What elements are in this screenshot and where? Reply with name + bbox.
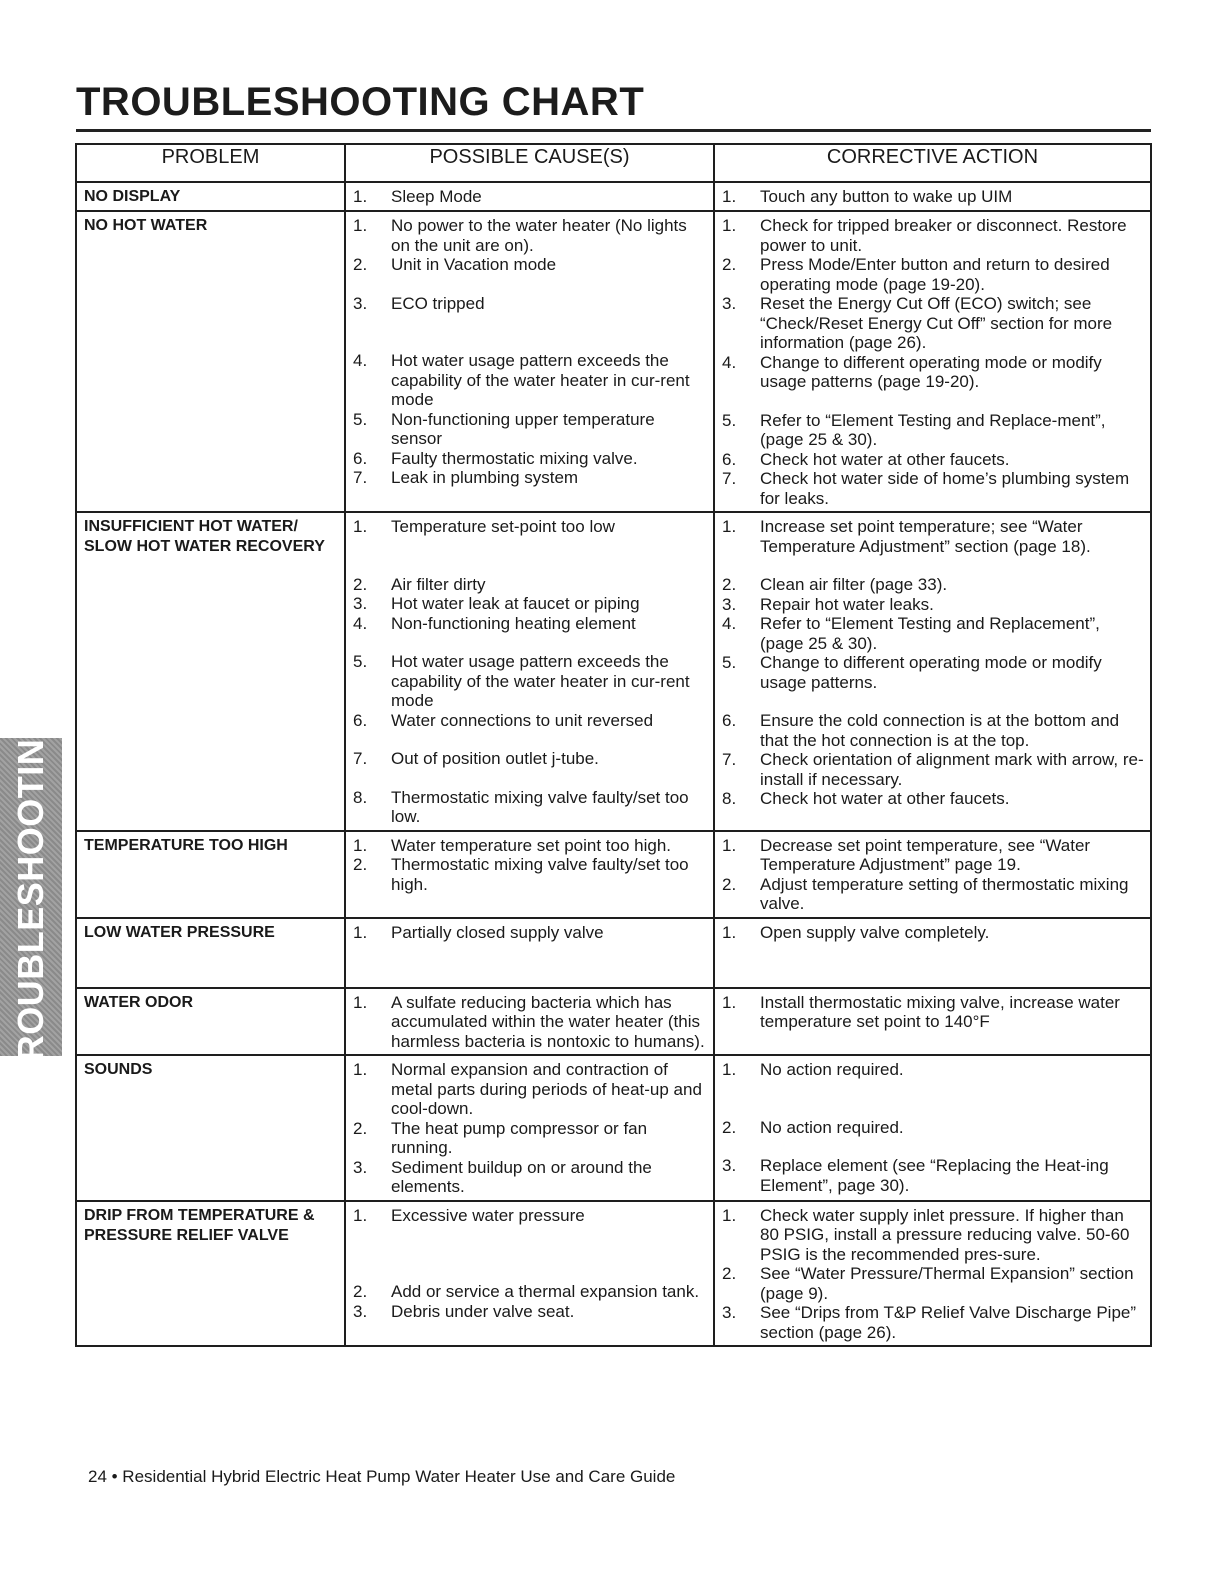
cause-item — [353, 923, 707, 943]
cause-number: 2. — [353, 855, 368, 874]
cause-text: Hot water usage pattern exceeds the capability of the water heater in cur-rent mode — [391, 351, 690, 409]
cause-item — [353, 1302, 707, 1322]
action-number: 3. — [722, 1303, 737, 1322]
action-item — [722, 517, 1144, 556]
cause-text: Faulty thermostatic mixing valve. — [391, 448, 638, 468]
table-row — [76, 1055, 1151, 1201]
title-rule — [76, 129, 1151, 132]
cause-item — [353, 749, 707, 769]
action-number: 1. — [722, 517, 737, 536]
cause-item — [353, 652, 707, 711]
problem-label: INSUFFICIENT HOT WATER/ — [84, 518, 298, 535]
action-text: Replace element (see “Replacing the Heat-ing Element”, page 30). — [760, 1156, 1109, 1195]
actions-cell — [714, 512, 1151, 831]
cause-number: 1. — [353, 992, 368, 1012]
action-item — [722, 575, 1144, 595]
cause-number: 3. — [353, 594, 368, 613]
cause-item — [353, 187, 707, 207]
cause-text: Leak in plumbing system — [391, 468, 579, 487]
action-number: 5. — [722, 653, 737, 672]
action-number: 2. — [722, 255, 737, 274]
causes-cell — [345, 831, 714, 918]
action-item — [722, 353, 1144, 392]
cause-number: 5. — [353, 652, 368, 671]
cause-item — [353, 351, 707, 410]
page-footer: 24 • Residential Hybrid Electric Heat Pump Water Heater Use and Care Guide — [88, 1467, 676, 1486]
problem-cell — [76, 831, 345, 918]
action-number: 6. — [722, 711, 737, 730]
cause-item — [353, 468, 707, 488]
table-row — [76, 918, 1151, 988]
action-item — [722, 750, 1144, 789]
cause-item — [353, 216, 707, 255]
action-text: Ensure the cold connection is at the bottom and that the hot connection is at the top. — [760, 711, 1120, 750]
header-corrective-action: CORRECTIVE ACTION — [714, 144, 1151, 182]
table-row — [76, 1201, 1151, 1347]
cause-item — [353, 255, 707, 275]
cause-text: The heat pump compressor or fan running. — [391, 1118, 648, 1157]
action-item — [722, 595, 1144, 615]
action-item — [722, 1118, 1144, 1138]
action-item — [722, 711, 1144, 750]
causes-cell — [345, 211, 714, 512]
action-number: 2. — [722, 1117, 737, 1137]
cause-item — [353, 1119, 707, 1158]
table-row — [76, 831, 1151, 918]
problem-label: SLOW HOT WATER RECOVERY — [84, 538, 325, 555]
cause-text: Add or service a thermal expansion tank. — [391, 1282, 700, 1301]
cause-number: 1. — [353, 922, 368, 942]
action-number: 1. — [722, 922, 737, 942]
action-number: 3. — [722, 294, 737, 313]
action-item — [722, 1303, 1144, 1342]
cause-number: 2. — [353, 574, 368, 594]
action-text: Decrease set point temperature, see “Water Temperature Adjustment” page 19. — [760, 835, 1091, 874]
action-item — [722, 1060, 1144, 1080]
action-number: 1. — [722, 1205, 737, 1225]
causes-cell — [345, 512, 714, 831]
action-text: Refer to “Element Testing and Replacement”, (page 25 & 30). — [760, 614, 1100, 653]
action-number: 4. — [722, 614, 737, 633]
cause-text: Non-functioning heating element — [391, 613, 636, 633]
action-text: No action required. — [760, 1060, 904, 1079]
cause-text: Normal expansion and contraction of metal parts during periods of heat-up and cool-down. — [391, 1060, 702, 1118]
actions-cell — [714, 988, 1151, 1056]
cause-text: Air filter dirty — [391, 574, 486, 594]
cause-number: 1. — [353, 216, 368, 235]
cause-text: No power to the water heater (No lights on the unit are on). — [391, 216, 687, 255]
actions-cell — [714, 918, 1151, 988]
action-item — [722, 255, 1144, 294]
cause-number: 4. — [353, 351, 368, 370]
action-text: Touch any button to wake up UIM — [760, 187, 1013, 206]
action-item — [722, 294, 1144, 353]
action-text: Increase set point temperature; see “Water Temperature Adjustment” section (page 18). — [760, 517, 1091, 556]
action-text: Repair hot water leaks. — [760, 594, 934, 614]
causes-cell — [345, 1055, 714, 1201]
cause-text: Debris under valve seat. — [391, 1301, 575, 1321]
cause-item — [353, 575, 707, 595]
action-item — [722, 789, 1144, 809]
cause-text: Unit in Vacation mode — [391, 255, 557, 274]
problem-label: WATER ODOR — [84, 993, 194, 1011]
action-text: Press Mode/Enter button and return to desired operating mode (page 19-20). — [760, 255, 1110, 294]
cause-text: Non-functioning upper temperature sensor — [391, 409, 655, 448]
action-number: 7. — [722, 750, 737, 769]
action-number: 3. — [722, 1156, 737, 1175]
action-text: Check water supply inlet pressure. If higher than 80 PSIG, install a pressure reducing valve. 50-60 PSIG is the recommended pres-sure. — [760, 1205, 1130, 1264]
cause-text: A sulfate reducing bacteria which has accumulated within the water heater (this harmless bacteria is nontoxic to humans). — [391, 992, 705, 1051]
cause-item — [353, 1206, 707, 1226]
action-text: Refer to “Element Testing and Replace-ment”, (page 25 & 30). — [760, 410, 1106, 449]
action-item — [722, 450, 1144, 470]
cause-text: Thermostatic mixing valve faulty/set too low. — [391, 787, 689, 826]
action-item — [722, 993, 1144, 1032]
action-item — [722, 1206, 1144, 1265]
causes-cell — [345, 182, 714, 211]
table-header-row — [76, 144, 1151, 182]
cause-number: 4. — [353, 613, 368, 633]
cause-text: Temperature set-point too low — [391, 517, 615, 536]
action-text: Install thermostatic mixing valve, increase water temperature set point to 140°F — [760, 992, 1120, 1031]
action-text: See “Water Pressure/Thermal Expansion” section (page 9). — [760, 1264, 1134, 1303]
action-number: 5. — [722, 410, 737, 430]
cause-number: 8. — [353, 787, 368, 807]
cause-number: 2. — [353, 1282, 368, 1301]
actions-cell — [714, 182, 1151, 211]
cause-text: Sediment buildup on or around the elements. — [391, 1157, 652, 1196]
action-text: Open supply valve completely. — [760, 922, 990, 942]
cause-number: 1. — [353, 517, 368, 536]
cause-number: 2. — [353, 1118, 368, 1138]
action-number: 1. — [722, 835, 737, 855]
problem-cell — [76, 1201, 345, 1347]
cause-item — [353, 594, 707, 614]
cause-text: Hot water leak at faucet or piping — [391, 594, 640, 613]
header-problem: PROBLEM — [76, 144, 345, 182]
action-text: Check hot water side of home’s plumbing system for leaks. — [760, 469, 1130, 508]
action-number: 2. — [722, 874, 737, 894]
cause-number: 5. — [353, 409, 368, 429]
cause-text: Water connections to unit reversed — [391, 710, 654, 730]
table-row — [76, 988, 1151, 1056]
cause-item — [353, 517, 707, 537]
side-tab-label: TROUBLESHOOTING — [10, 710, 51, 1084]
action-number: 7. — [722, 469, 737, 488]
table-row — [76, 182, 1151, 211]
action-text: See “Drips from T&P Relief Valve Discharge Pipe” section (page 26). — [760, 1303, 1137, 1342]
cause-number: 1. — [353, 835, 368, 855]
action-text: No action required. — [760, 1117, 904, 1137]
action-number: 4. — [722, 352, 737, 372]
action-item — [722, 875, 1144, 914]
action-item — [722, 923, 1144, 943]
problem-cell — [76, 918, 345, 988]
action-number: 2. — [722, 1264, 737, 1283]
table-row — [76, 512, 1151, 831]
cause-number: 7. — [353, 749, 368, 768]
cause-number: 3. — [353, 1157, 368, 1177]
action-number: 1. — [722, 216, 737, 235]
action-text: Check for tripped breaker or disconnect. Restore power to unit. — [760, 216, 1127, 255]
actions-cell — [714, 1201, 1151, 1347]
action-text: Clean air filter (page 33). — [760, 575, 948, 594]
cause-number: 6. — [353, 710, 368, 730]
action-item — [722, 411, 1144, 450]
page-title: TROUBLESHOOTING CHART — [76, 80, 645, 124]
problem-label: DRIP FROM TEMPERATURE & — [84, 1206, 315, 1224]
cause-number: 1. — [353, 187, 368, 206]
action-item — [722, 216, 1144, 255]
problem-label: SOUNDS — [84, 1061, 153, 1078]
cause-item — [353, 614, 707, 634]
problem-label: NO DISPLAY — [84, 188, 181, 205]
action-number: 1. — [722, 1060, 737, 1079]
action-item — [722, 187, 1144, 207]
cause-item — [353, 1060, 707, 1119]
actions-cell — [714, 1055, 1151, 1201]
cause-item — [353, 410, 707, 449]
cause-item — [353, 993, 707, 1052]
cause-number: 3. — [353, 293, 368, 313]
problem-cell — [76, 988, 345, 1056]
header-possible-causes: POSSIBLE CAUSE(S) — [345, 144, 714, 182]
action-number: 2. — [722, 575, 737, 594]
causes-cell — [345, 1201, 714, 1347]
cause-text: Sleep Mode — [391, 187, 482, 206]
cause-item — [353, 855, 707, 894]
problem-label: TEMPERATURE TOO HIGH — [84, 836, 288, 854]
action-text: Change to different operating mode or modify usage patterns (page 19-20). — [760, 352, 1102, 391]
action-number: 8. — [722, 789, 737, 808]
action-number: 3. — [722, 594, 737, 614]
action-item — [722, 836, 1144, 875]
cause-item — [353, 711, 707, 731]
action-item — [722, 1156, 1144, 1195]
action-item — [722, 469, 1144, 508]
cause-text: Out of position outlet j-tube. — [391, 749, 599, 768]
cause-text: Hot water usage pattern exceeds the capability of the water heater in cur-rent mode — [391, 652, 690, 710]
action-number: 6. — [722, 449, 737, 469]
problem-label: PRESSURE RELIEF VALVE — [84, 1226, 289, 1244]
problem-cell — [76, 512, 345, 831]
problem-cell — [76, 182, 345, 211]
action-text: Check hot water at other faucets. — [760, 789, 1010, 808]
cause-text: Thermostatic mixing valve faulty/set too high. — [391, 855, 689, 894]
action-text: Adjust temperature setting of thermostatic mixing valve. — [760, 874, 1129, 913]
cause-item — [353, 294, 707, 314]
cause-text: Water temperature set point too high. — [391, 835, 672, 855]
cause-text: ECO tripped — [391, 293, 485, 313]
side-tab — [0, 710, 62, 1084]
cause-number: 2. — [353, 255, 368, 274]
action-number: 1. — [722, 992, 737, 1012]
problem-cell — [76, 1055, 345, 1201]
cause-item — [353, 1158, 707, 1197]
action-number: 1. — [722, 187, 737, 206]
actions-cell — [714, 831, 1151, 918]
troubleshooting-table — [75, 143, 1152, 1347]
cause-number: 1. — [353, 1060, 368, 1079]
cause-number: 1. — [353, 1205, 368, 1225]
action-item — [722, 614, 1144, 653]
action-text: Check hot water at other faucets. — [760, 449, 1010, 469]
action-text: Change to different operating mode or modify usage patterns. — [760, 653, 1102, 692]
action-item — [722, 1264, 1144, 1303]
cause-text: Excessive water pressure — [391, 1205, 585, 1225]
problem-label: NO HOT WATER — [84, 217, 208, 234]
cause-item — [353, 1282, 707, 1302]
cause-number: 3. — [353, 1301, 368, 1321]
problem-label: LOW WATER PRESSURE — [84, 923, 275, 941]
causes-cell — [345, 918, 714, 988]
cause-number: 6. — [353, 448, 368, 468]
action-text: Reset the Energy Cut Off (ECO) switch; see “Check/Reset Energy Cut Off” section for more information (page 26). — [760, 294, 1113, 352]
cause-item — [353, 836, 707, 856]
causes-cell — [345, 988, 714, 1056]
cause-text: Partially closed supply valve — [391, 922, 604, 942]
action-text: Check orientation of alignment mark with arrow, re-install if necessary. — [760, 750, 1144, 789]
cause-item — [353, 449, 707, 469]
cause-item — [353, 788, 707, 827]
actions-cell — [714, 211, 1151, 512]
table-row — [76, 211, 1151, 512]
cause-number: 7. — [353, 468, 368, 487]
problem-cell — [76, 211, 345, 512]
action-item — [722, 653, 1144, 692]
